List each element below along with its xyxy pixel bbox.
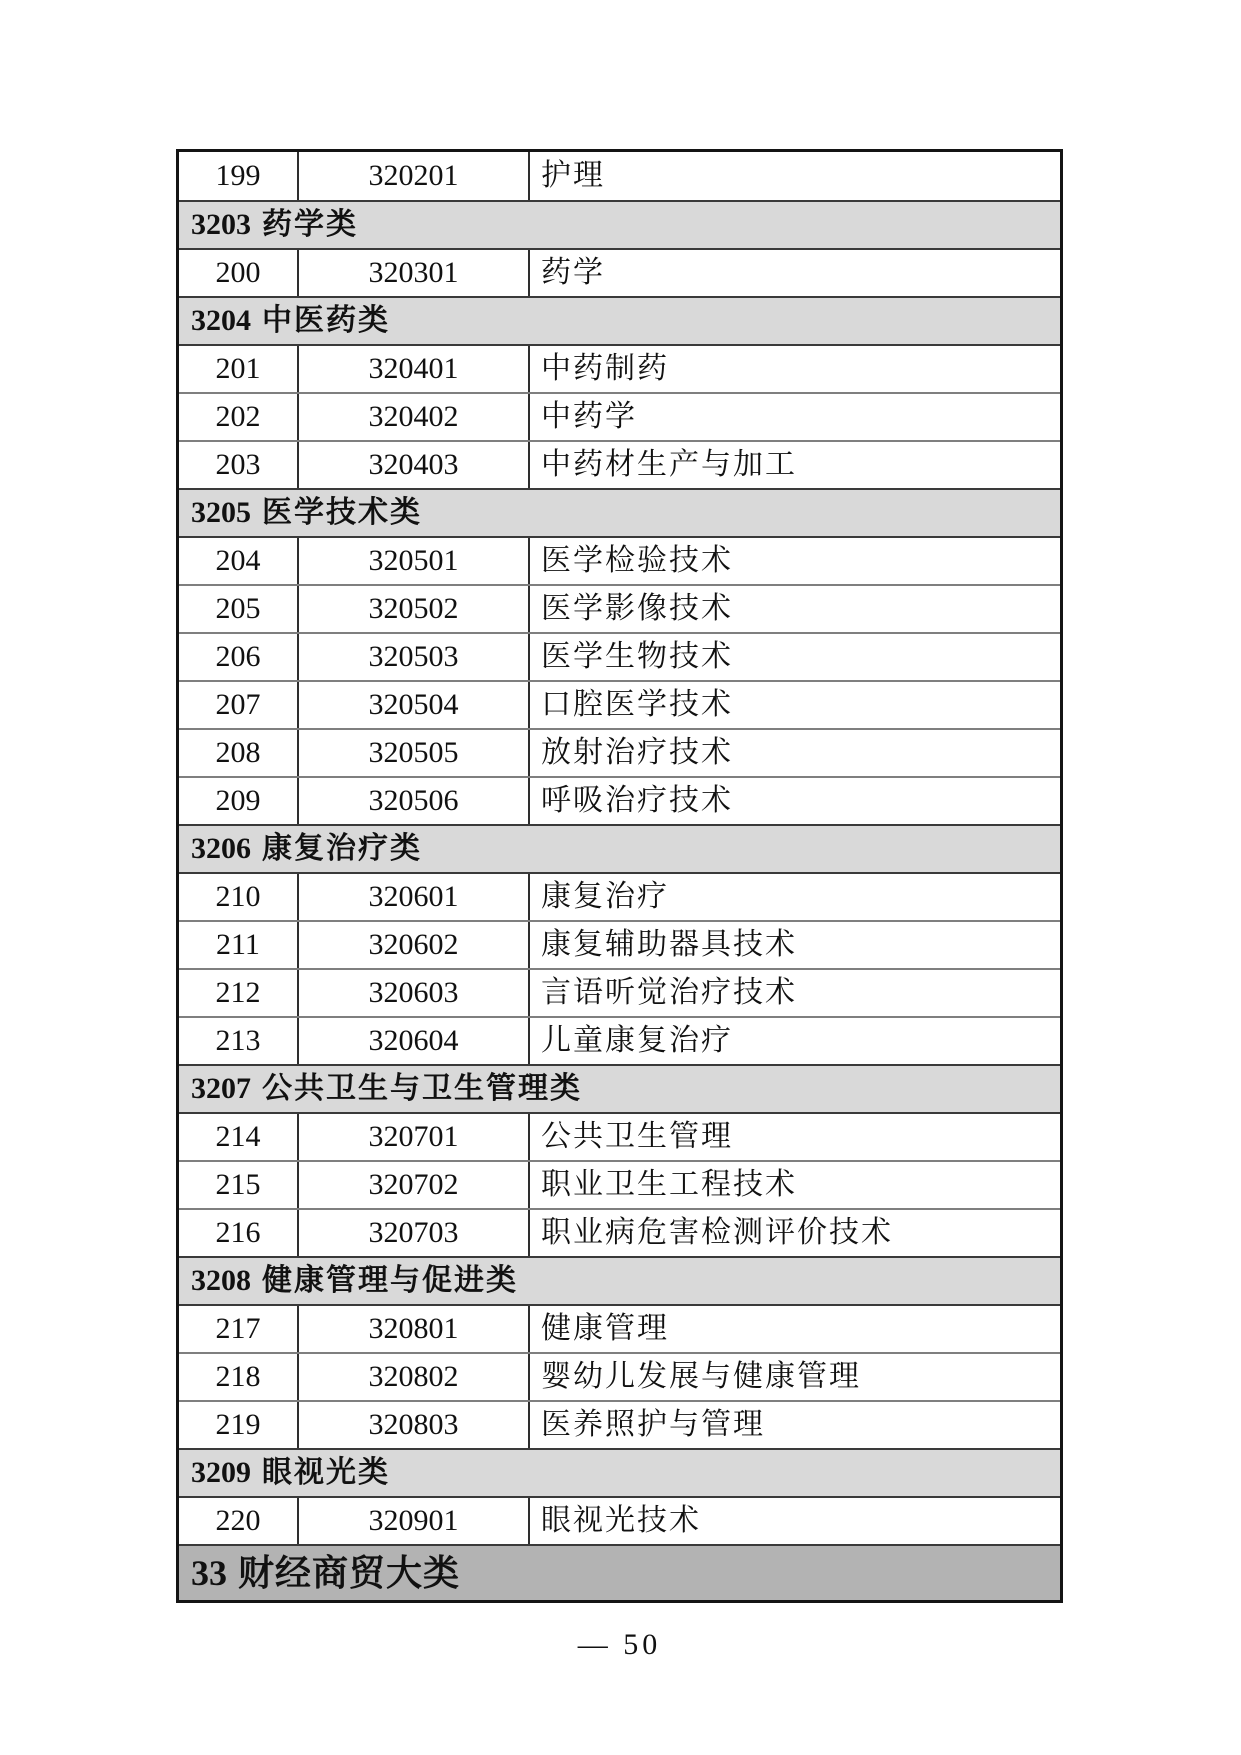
major-name-cell: 眼视光技术 [541, 1504, 701, 1537]
major-name-cell: 中药制药 [541, 352, 669, 385]
major-name-cell: 康复治疗 [541, 880, 669, 913]
seq-cell: 208 [179, 730, 299, 776]
table-row [179, 728, 1060, 776]
category-name: 康复治疗类 [262, 832, 422, 865]
major-code-cell: 320401 [299, 346, 530, 392]
seq-cell: 219 [179, 1402, 299, 1448]
major-code-cell: 320604 [299, 1018, 530, 1064]
division-header-row [179, 1544, 1060, 1600]
seq-cell: 202 [179, 394, 299, 440]
seq-cell: 205 [179, 586, 299, 632]
major-code-cell: 320301 [299, 250, 530, 296]
table-row [179, 440, 1060, 488]
major-code-cell: 320403 [299, 442, 530, 488]
category-header-row [179, 488, 1060, 536]
seq-cell: 200 [179, 250, 299, 296]
major-code-cell: 320703 [299, 1210, 530, 1256]
major-name-cell: 医养照护与管理 [541, 1408, 765, 1441]
category-name: 中医药类 [262, 304, 390, 337]
major-code-cell: 320503 [299, 634, 530, 680]
major-name-cell: 呼吸治疗技术 [541, 784, 733, 817]
table-row [179, 1112, 1060, 1160]
major-code-cell: 320901 [299, 1498, 530, 1544]
major-code-cell: 320801 [299, 1306, 530, 1352]
major-name-cell: 儿童康复治疗 [541, 1024, 733, 1057]
category-name: 健康管理与促进类 [262, 1264, 518, 1297]
seq-cell: 201 [179, 346, 299, 392]
major-name-cell: 中药学 [541, 400, 637, 433]
seq-cell: 217 [179, 1306, 299, 1352]
major-name-cell: 康复辅助器具技术 [541, 928, 797, 961]
category-header-row [179, 1064, 1060, 1112]
page-number: — 50 [577, 1628, 662, 1661]
division-name: 财经商贸大类 [238, 1552, 461, 1593]
category-code: 3207 [191, 1072, 251, 1105]
table-row [179, 1400, 1060, 1448]
table-row [179, 1208, 1060, 1256]
major-code-cell: 320603 [299, 970, 530, 1016]
table-row [179, 776, 1060, 824]
major-name-cell: 言语听觉治疗技术 [541, 976, 797, 1009]
division-code: 33 [191, 1553, 227, 1593]
seq-cell: 212 [179, 970, 299, 1016]
category-code: 3209 [191, 1456, 251, 1489]
major-code-cell: 320504 [299, 682, 530, 728]
seq-cell: 199 [179, 152, 299, 200]
table-row [179, 248, 1060, 296]
category-code: 3208 [191, 1264, 251, 1297]
table-row [179, 968, 1060, 1016]
major-name-cell: 护理 [541, 159, 605, 192]
table-row [179, 920, 1060, 968]
category-header-row [179, 824, 1060, 872]
major-code-cell: 320201 [299, 152, 530, 200]
major-code-cell: 320402 [299, 394, 530, 440]
major-name-cell: 口腔医学技术 [541, 688, 733, 721]
table-row [179, 632, 1060, 680]
category-code: 3206 [191, 832, 251, 865]
major-code-cell: 320702 [299, 1162, 530, 1208]
major-code-cell: 320502 [299, 586, 530, 632]
major-code-cell: 320501 [299, 538, 530, 584]
major-name-cell: 医学影像技术 [541, 592, 733, 625]
seq-cell: 210 [179, 874, 299, 920]
category-code: 3203 [191, 208, 251, 241]
major-name-cell: 职业卫生工程技术 [541, 1168, 797, 1201]
category-header-row [179, 1256, 1060, 1304]
category-header-row [179, 200, 1060, 248]
table-row [179, 680, 1060, 728]
majors-table [176, 149, 1063, 1603]
seq-cell: 207 [179, 682, 299, 728]
major-code-cell: 320505 [299, 730, 530, 776]
table-row [179, 152, 1060, 200]
major-name-cell: 职业病危害检测评价技术 [541, 1216, 893, 1249]
seq-cell: 209 [179, 778, 299, 824]
major-name-cell: 医学检验技术 [541, 544, 733, 577]
category-name: 公共卫生与卫生管理类 [262, 1072, 582, 1105]
category-code: 3205 [191, 496, 251, 529]
table-row [179, 1304, 1060, 1352]
table-row [179, 1496, 1060, 1544]
category-name: 医学技术类 [262, 496, 422, 529]
major-name-cell: 健康管理 [541, 1312, 669, 1345]
seq-cell: 216 [179, 1210, 299, 1256]
table-row [179, 584, 1060, 632]
category-header-row [179, 1448, 1060, 1496]
table-row [179, 1016, 1060, 1064]
category-header-row [179, 296, 1060, 344]
major-code-cell: 320601 [299, 874, 530, 920]
major-code-cell: 320602 [299, 922, 530, 968]
seq-cell: 203 [179, 442, 299, 488]
major-name-cell: 医学生物技术 [541, 640, 733, 673]
table-row [179, 392, 1060, 440]
table-row [179, 872, 1060, 920]
major-code-cell: 320802 [299, 1354, 530, 1400]
table-row [179, 536, 1060, 584]
seq-cell: 206 [179, 634, 299, 680]
major-code-cell: 320506 [299, 778, 530, 824]
table-row [179, 344, 1060, 392]
category-name: 眼视光类 [262, 1456, 390, 1489]
major-name-cell: 放射治疗技术 [541, 736, 733, 769]
seq-cell: 211 [179, 922, 299, 968]
category-code: 3204 [191, 304, 251, 337]
major-name-cell: 药学 [541, 256, 605, 289]
major-name-cell: 中药材生产与加工 [541, 448, 797, 481]
seq-cell: 204 [179, 538, 299, 584]
major-name-cell: 婴幼儿发展与健康管理 [541, 1360, 861, 1393]
table-row [179, 1160, 1060, 1208]
major-code-cell: 320803 [299, 1402, 530, 1448]
seq-cell: 215 [179, 1162, 299, 1208]
seq-cell: 218 [179, 1354, 299, 1400]
seq-cell: 213 [179, 1018, 299, 1064]
major-name-cell: 公共卫生管理 [541, 1120, 733, 1153]
seq-cell: 220 [179, 1498, 299, 1544]
table-row [179, 1352, 1060, 1400]
category-name: 药学类 [262, 208, 358, 241]
seq-cell: 214 [179, 1114, 299, 1160]
major-code-cell: 320701 [299, 1114, 530, 1160]
